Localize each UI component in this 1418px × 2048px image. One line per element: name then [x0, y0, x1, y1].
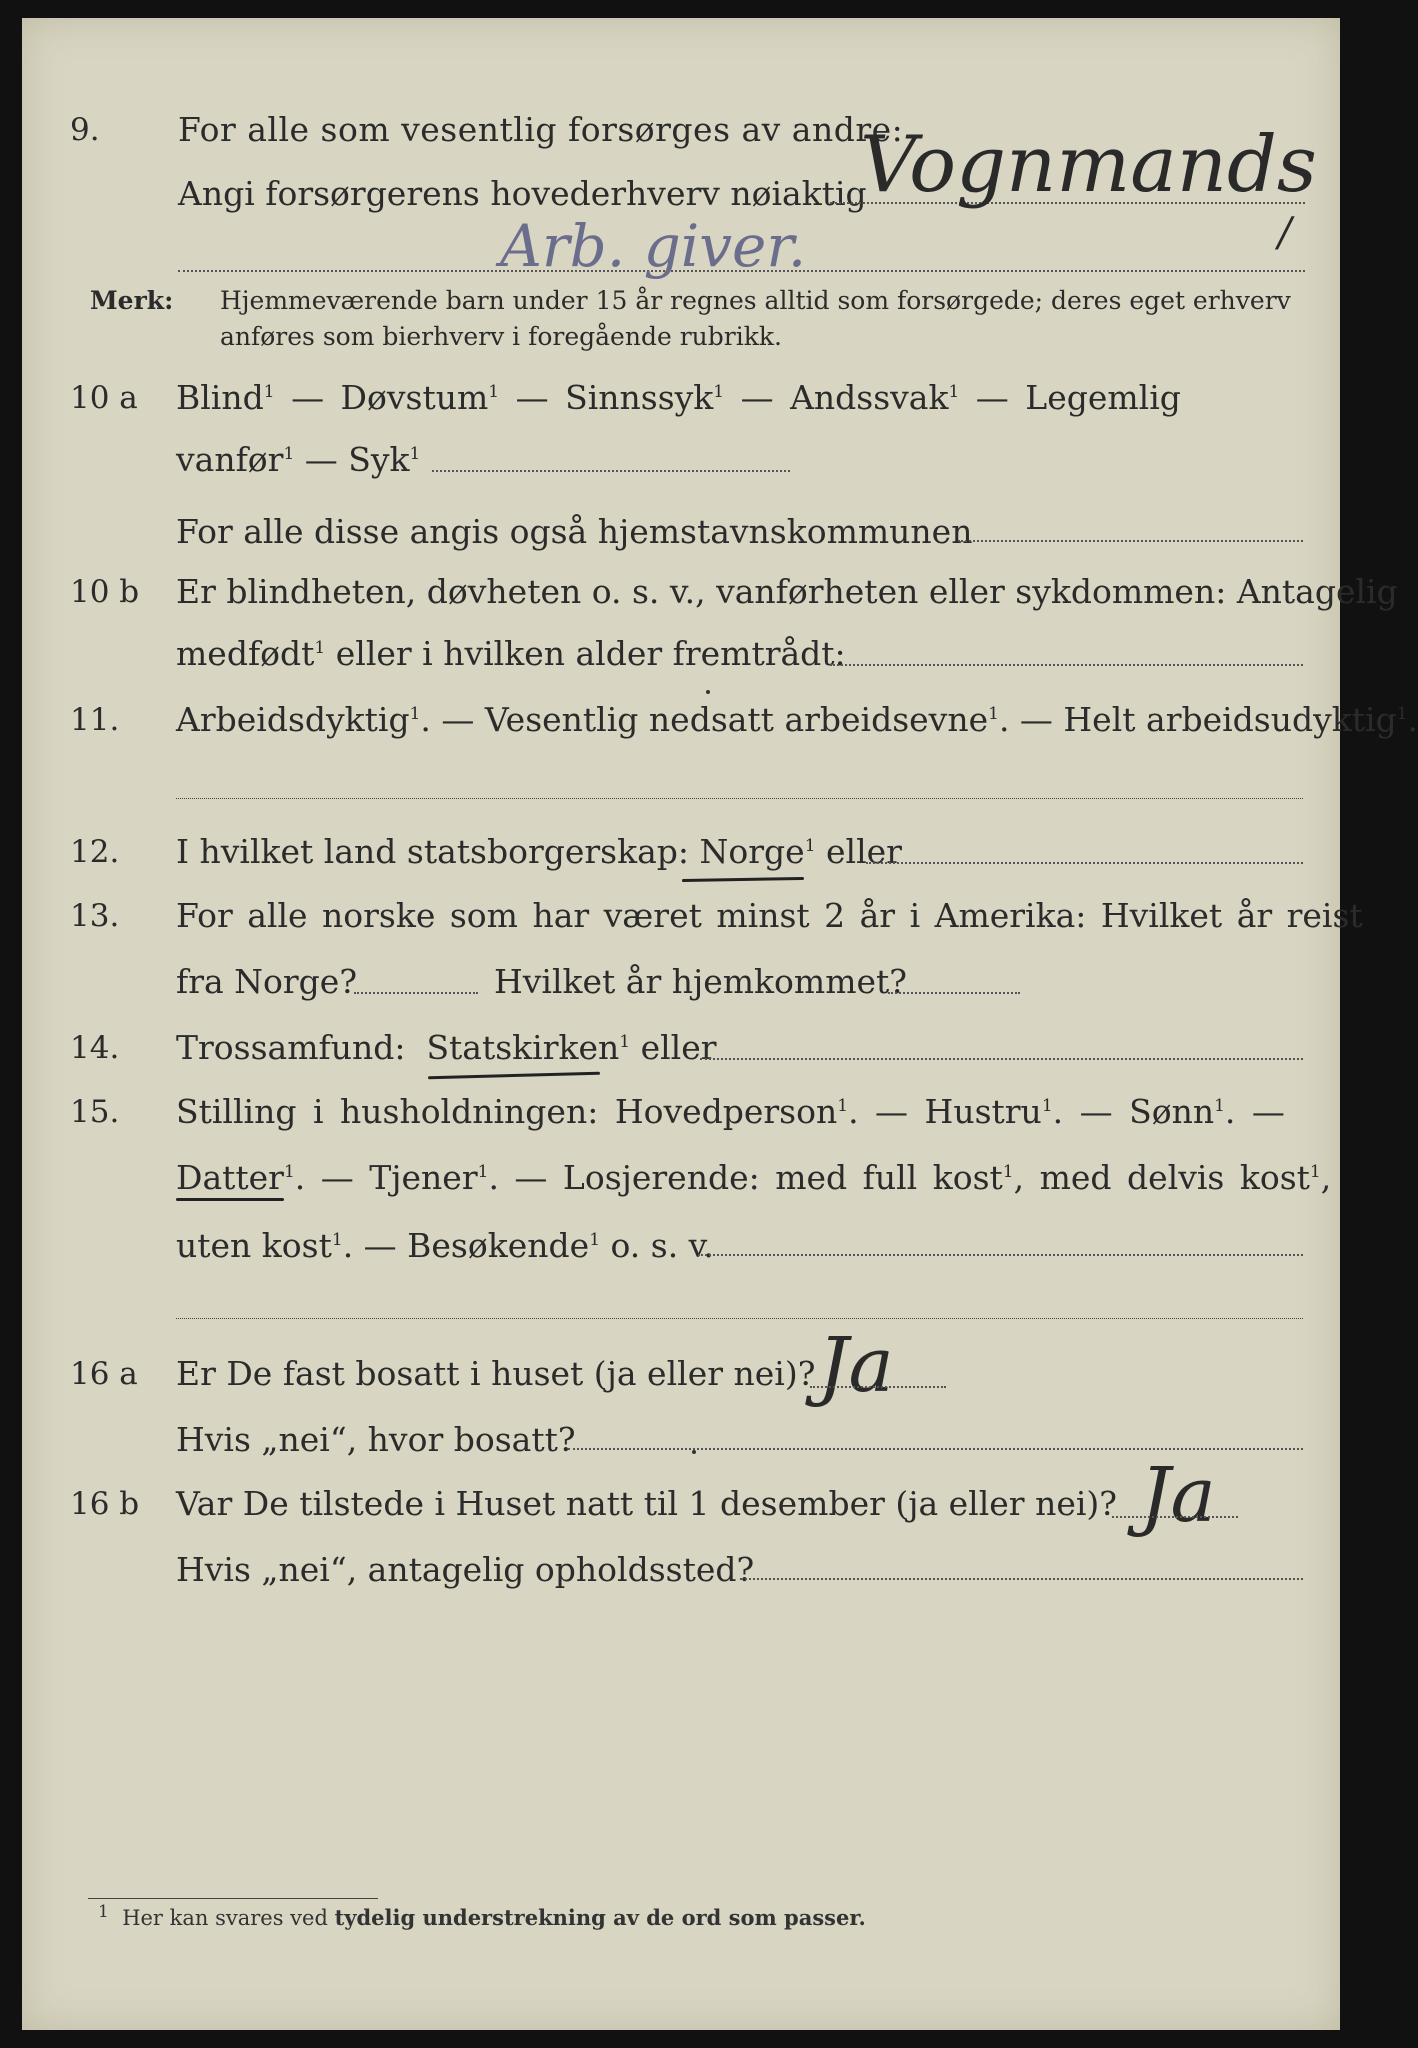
q13-number: 13.: [70, 898, 120, 934]
q16b-number: 16 b: [70, 1486, 140, 1522]
q10a-answer-line: [432, 470, 790, 472]
q16a-answer-line: [810, 1386, 946, 1388]
q10a-hjemstavn-line: [958, 540, 1303, 542]
q16a-line2: Hvis „nei“, hvor bosatt?: [176, 1420, 576, 1459]
q13-line2b: Hvilket år hjemkommet?: [494, 962, 907, 1001]
q11-number: 11.: [70, 702, 120, 738]
footnote-separator: [88, 1898, 378, 1899]
q15-line2: Datter$^1$. — Tjener$^1$. — Losjerende: med full kost$^1$, med delvis kost$^1$,: [176, 1158, 1332, 1197]
q13-reist-line: [354, 992, 478, 994]
q12-number: 12.: [70, 834, 120, 870]
merk-label: Merk:: [90, 286, 174, 315]
q10b-line1: Er blindheten, døvheten o. s. v., vanførheten eller sykdommen: Antagelig: [176, 572, 1398, 611]
q14-number: 14.: [70, 1030, 120, 1066]
q12-answer-line: [866, 862, 1303, 864]
q16a-handwritten-answer: Ja: [818, 1320, 894, 1409]
q11-line: Arbeidsdyktig$^1$. — Vesentlig nedsatt arbeidsevne$^1$. — Helt arbeidsudyktig$^1$.: [176, 700, 1418, 739]
q14-answer-line: [700, 1058, 1303, 1060]
q16b-opholdssted-line: [740, 1578, 1303, 1580]
q15-answer-line2: [176, 1318, 1303, 1319]
q12-line: I hvilket land statsborgerskap: Norge$^1$ eller: [176, 832, 902, 871]
q16a-number: 16 a: [70, 1356, 138, 1392]
q14-statskirken-option: Statskirken: [426, 1028, 620, 1067]
merk-line2: anføres som bierhverv i foregående rubrikk.: [220, 322, 782, 351]
q9-handwritten-mark: /⁢: [1278, 210, 1292, 256]
q9-line2: Angi forsørgerens hovederhverv nøiaktig: [178, 174, 867, 213]
q10a-line2: vanfør$^1$ — Syk$^1$: [176, 440, 421, 479]
q10a-line3: For alle disse angis også hjemstavnskommunen: [176, 512, 973, 551]
q15-datter-underline: [176, 1198, 284, 1201]
q11-ink-dot: [706, 690, 710, 694]
q16b-handwritten-answer: Ja: [1140, 1450, 1216, 1539]
q10a-number: 10 a: [70, 380, 138, 416]
q15-line1: Stilling i husholdningen: Hovedperson$^1$. — Hustru$^1$. — Sønn$^1$. —: [176, 1092, 1285, 1131]
q15-answer-line1: [698, 1254, 1303, 1256]
q12-norge-option: Norge: [699, 832, 805, 871]
q13-line1: For alle norske som har været minst 2 år i Amerika: Hvilket år reist: [176, 896, 1363, 935]
q13-line2a: fra Norge?: [176, 962, 358, 1001]
q9-number: 9.: [70, 112, 100, 148]
q10b-line2: medfødt$^1$ eller i hvilken alder fremtrådt:: [176, 634, 846, 673]
q10a-line1: Blind$^1$ — Døvstum$^1$ — Sinnssyk$^1$ — Andssvak$^1$ — Legemlig: [176, 378, 1181, 417]
q9-handwritten-answer1: Vognmands: [860, 120, 1317, 210]
q10b-number: 10 b: [70, 574, 140, 610]
q14-line: Trossamfund: Statskirken$^1$ eller: [176, 1028, 717, 1067]
merk-line1: Hjemmeværende barn under 15 år regnes alltid som forsørgede; deres eget erhverv: [220, 286, 1291, 315]
census-form-page: [22, 18, 1340, 2030]
footnote: $^1$ Her kan svares ved tydelig understrekning av de ord som passer.: [98, 1902, 866, 1930]
q16b-line2: Hvis „nei“, antagelig opholdssted?: [176, 1550, 755, 1589]
q16a-line1: Er De fast bosatt i huset (ja eller nei)?: [176, 1354, 816, 1393]
q16b-answer-line: [1112, 1516, 1238, 1518]
q11-answer-line: [176, 798, 1303, 799]
q15-number: 15.: [70, 1094, 120, 1130]
q13-hjemkommet-line: [888, 992, 1020, 994]
q16a-ink-dot: [692, 1450, 696, 1454]
q10b-answer-line: [830, 664, 1303, 666]
q9-line1: For alle som vesentlig forsørges av andre:: [178, 110, 904, 149]
q15-datter-option: Datter: [176, 1158, 284, 1197]
q9-handwritten-answer2: Arb. giver.: [500, 212, 807, 280]
q15-line3: uten kost$^1$. — Besøkende$^1$ o. s. v.: [176, 1226, 714, 1265]
q16b-line1: Var De tilstede i Huset natt til 1 desember (ja eller nei)?: [176, 1484, 1117, 1523]
